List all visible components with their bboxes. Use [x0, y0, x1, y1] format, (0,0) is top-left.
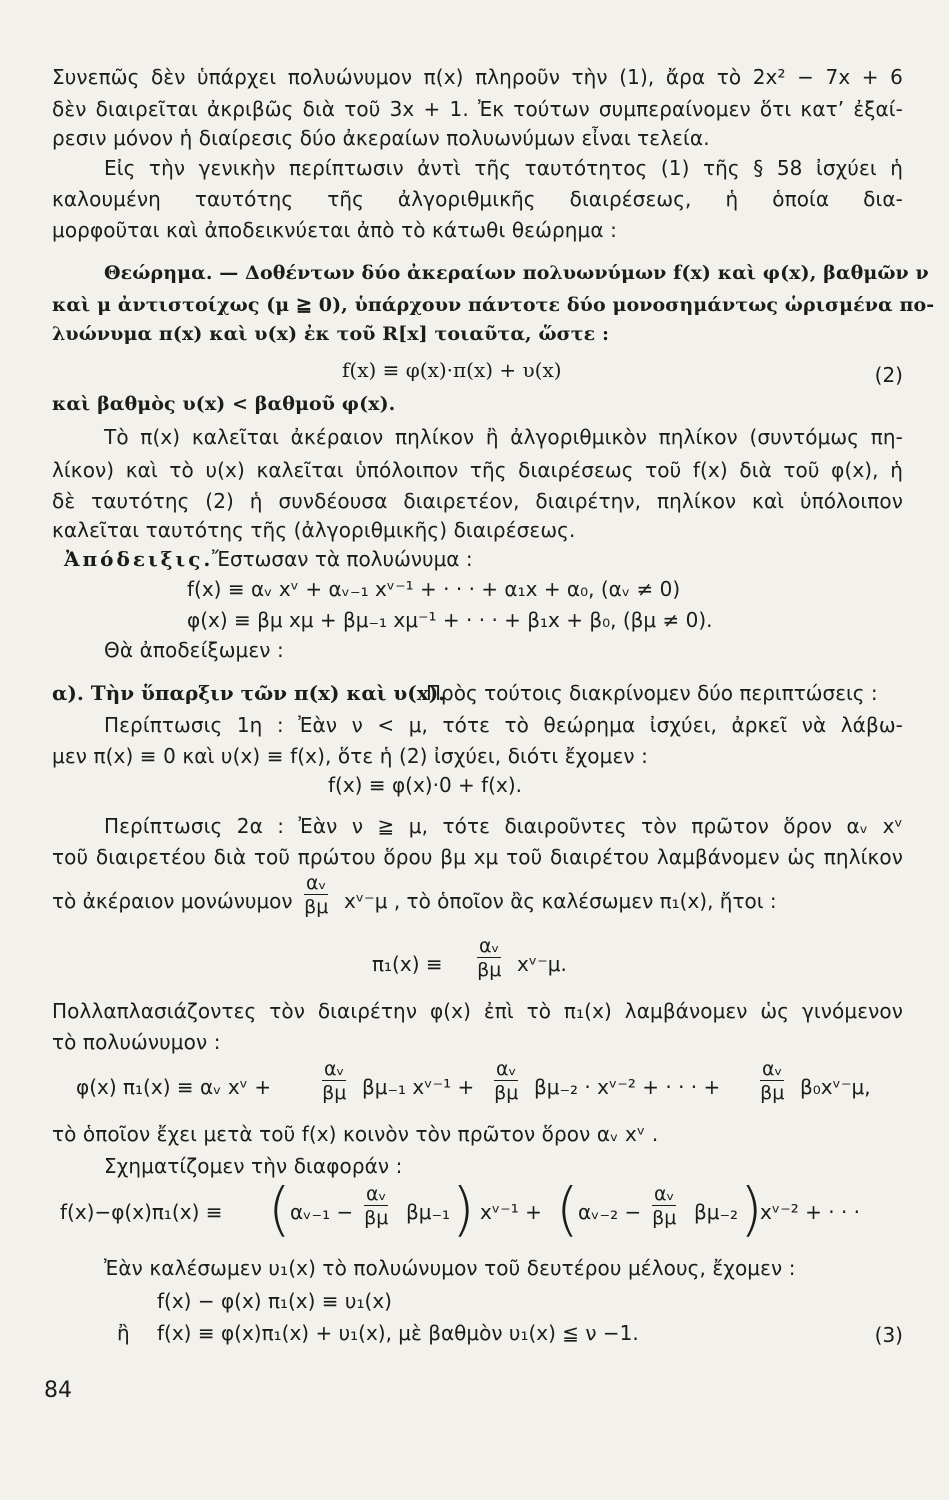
text-line: τὸ ἀκέραιον μονώνυμον: [52, 889, 293, 913]
close-paren-icon: ): [740, 1175, 763, 1243]
fraction-numerator: αᵥ: [654, 1183, 675, 1205]
text-line: λίκον) καὶ τὸ υ(x) καλεῖται ὑπόλοιπον τῆς διαιρέσεως τοῦ f(x) διὰ τοῦ φ(x), ἡ: [52, 458, 903, 482]
fraction-denominator: βμ: [477, 959, 502, 981]
section-heading: α). Τὴν ὕπαρξιν τῶν π(x) καὶ υ(x).: [52, 681, 446, 705]
text-line: μεν π(x) ≡ 0 καὶ υ(x) ≡ f(x), ὅτε ἡ (2) ἰσχύει, διότι ἔχομεν :: [52, 744, 648, 768]
text-line: Ἔστωσαν τὰ πολυώνυμα :: [212, 547, 473, 571]
equation: αᵥ₋₁ −: [290, 1200, 354, 1224]
equation-2: f(x) ≡ φ(x)·π(x) + υ(x): [342, 358, 562, 382]
text-line: καλουμένη ταυτότης τῆς ἀλγοριθμικῆς διαιρέσεως, ἡ ὁποία δια-: [52, 187, 903, 211]
text-line: Εἰς τὴν γενικὴν περίπτωσιν ἀντὶ τῆς ταυτότητος (1) τῆς § 58 ἰσχύει ἡ: [104, 156, 903, 180]
fraction-denominator: βμ: [304, 896, 329, 918]
text-line: Σχηματίζομεν τὴν διαφοράν :: [104, 1154, 403, 1178]
equation: xᵛ⁻² + · · ·: [760, 1200, 861, 1224]
open-paren-icon: (: [556, 1175, 579, 1243]
equation: f(x) ≡ φ(x)·0 + f(x).: [328, 773, 522, 797]
page-number: 84: [44, 1378, 72, 1403]
fraction: [494, 1059, 518, 1103]
fraction: [322, 1059, 346, 1103]
text-line: xᵛ⁻μ , τὸ ὁποῖον ἂς καλέσωμεν π₁(x), ἤτοι :: [344, 889, 777, 913]
fraction-numerator: αᵥ: [762, 1058, 783, 1080]
text-line: Πρὸς τούτοις διακρίνομεν δύο περιπτώσεις :: [426, 681, 878, 705]
equation-number: (3): [874, 1323, 903, 1347]
fraction: [760, 1059, 784, 1103]
equation: βμ₋₁ xᵛ⁻¹ +: [362, 1075, 475, 1099]
fraction-denominator: βμ: [364, 1207, 389, 1229]
equation: xᵛ⁻μ.: [517, 952, 567, 976]
fraction: [477, 936, 501, 980]
text-line: Συνεπῶς δὲν ὑπάρχει πολυώνυμον π(x) πληροῦν τὴν (1), ἄρα τὸ 2x² − 7x + 6: [52, 65, 903, 89]
equation-phi: φ(x) ≡ βμ xμ + βμ₋₁ xμ⁻¹ + · · · + β₁x + β₀, (βμ ≠ 0).: [187, 608, 713, 632]
equation: βμ₋₁: [406, 1200, 451, 1224]
theorem-line: καὶ μ ἀντιστοίχως (μ ≧ 0), ὑπάρχουν πάντοτε δύο μονοσημάντως ὡρισμένα πο-: [52, 294, 935, 316]
fraction-denominator: βμ: [494, 1082, 519, 1104]
fraction-numerator: αᵥ: [496, 1058, 517, 1080]
fraction-numerator: αᵥ: [306, 872, 327, 894]
equation: αᵥ₋₂ −: [578, 1200, 642, 1224]
text-line: τὸ πολυώνυμον :: [52, 1030, 221, 1054]
equation-f: f(x) ≡ αᵥ xᵛ + αᵥ₋₁ xᵛ⁻¹ + · · · + α₁x + α₀, (αᵥ ≠ 0): [187, 577, 681, 601]
close-paren-icon: ): [452, 1175, 475, 1243]
fraction-numerator: αᵥ: [479, 935, 500, 957]
fraction-numerator: αᵥ: [366, 1183, 387, 1205]
theorem-line: καὶ βαθμὸς υ(x) < βαθμοῦ φ(x).: [52, 393, 396, 415]
equation-number: (2): [874, 363, 903, 387]
text-line: δὲ ταυτότης (2) ἡ συνδέουσα διαιρετέον, διαιρέτην, πηλίκον καὶ ὑπόλοιπον: [52, 489, 903, 513]
equation: βμ₋₂ · xᵛ⁻² + · · · +: [534, 1075, 721, 1099]
proof-heading: Ἀπόδειξις.: [64, 547, 214, 571]
equation: φ(x) π₁(x) ≡ αᵥ xᵛ +: [76, 1075, 272, 1099]
equation: f(x)−φ(x)π₁(x) ≡: [60, 1200, 223, 1224]
fraction: [364, 1184, 388, 1228]
equation-3: f(x) ≡ φ(x)π₁(x) + υ₁(x), μὲ βαθμὸν υ₁(x) ≦ ν −1.: [157, 1321, 639, 1345]
text-line: Ἐὰν καλέσωμεν υ₁(x) τὸ πολυώνυμον τοῦ δευτέρου μέλους, ἔχομεν :: [104, 1256, 796, 1280]
equation: ἢ: [117, 1321, 130, 1345]
fraction: [304, 873, 328, 917]
text-line: καλεῖται ταυτότης τῆς (ἀλγοριθμικῆς) διαιρέσεως.: [52, 518, 576, 542]
text-line: μορφοῦται καὶ ἀποδεικνύεται ἀπὸ τὸ κάτωθι θεώρημα :: [52, 218, 617, 242]
text-line: ρεσιν μόνον ἡ διαίρεσις δύο ἀκεραίων πολυωνύμων εἶναι τελεία.: [52, 126, 710, 150]
equation: f(x) − φ(x) π₁(x) ≡ υ₁(x): [157, 1289, 392, 1313]
equation: βμ₋₂: [694, 1200, 739, 1224]
open-paren-icon: (: [268, 1175, 291, 1243]
text-line: τὸ ὁποῖον ἔχει μετὰ τοῦ f(x) κοινὸν τὸν πρῶτον ὅρον αᵥ xᵛ .: [52, 1122, 659, 1146]
theorem-line: λυώνυμα π(x) καὶ υ(x) ἐκ τοῦ R[x] τοιαῦτα, ὥστε :: [52, 323, 610, 345]
fraction-denominator: βμ: [760, 1082, 785, 1104]
theorem-line: Θεώρημα. — Δοθέντων δύο ἀκεραίων πολυωνύμων f(x) καὶ φ(x), βαθμῶν ν: [104, 262, 929, 284]
text-line: Περίπτωσις 1η : Ἐὰν ν < μ, τότε τὸ θεώρημα ἰσχύει, ἀρκεῖ νὰ λάβω-: [104, 713, 903, 737]
fraction-denominator: βμ: [322, 1082, 347, 1104]
text-line: Θὰ ἀποδείξωμεν :: [104, 638, 284, 662]
text-line: τοῦ διαιρετέου διὰ τοῦ πρώτου ὅρου βμ xμ τοῦ διαιρέτου λαμβάνομεν ὡς πηλίκον: [52, 845, 903, 869]
fraction: [652, 1184, 676, 1228]
equation: β₀xᵛ⁻μ,: [800, 1075, 871, 1099]
text-line: Πολλαπλασιάζοντες τὸν διαιρέτην φ(x) ἐπὶ τὸ π₁(x) λαμβάνομεν ὡς γινόμενον: [52, 999, 903, 1023]
fraction-numerator: αᵥ: [324, 1058, 345, 1080]
text-line: δὲν διαιρεῖται ἀκριβῶς διὰ τοῦ 3x + 1. Ἐκ τούτων συμπεραίνομεν ὅτι κατ’ ἐξαί-: [52, 97, 903, 121]
text-line: Περίπτωσις 2α : Ἐὰν ν ≧ μ, τότε διαιροῦντες τὸν πρῶτον ὅρον αᵥ xᵛ: [104, 814, 903, 838]
text-line: Τὸ π(x) καλεῖται ἀκέραιον πηλίκον ἢ ἀλγοριθμικὸν πηλίκον (συντόμως πη-: [104, 425, 903, 449]
fraction-denominator: βμ: [652, 1207, 677, 1229]
equation: π₁(x) ≡: [372, 952, 443, 976]
equation: xᵛ⁻¹ +: [480, 1200, 542, 1224]
